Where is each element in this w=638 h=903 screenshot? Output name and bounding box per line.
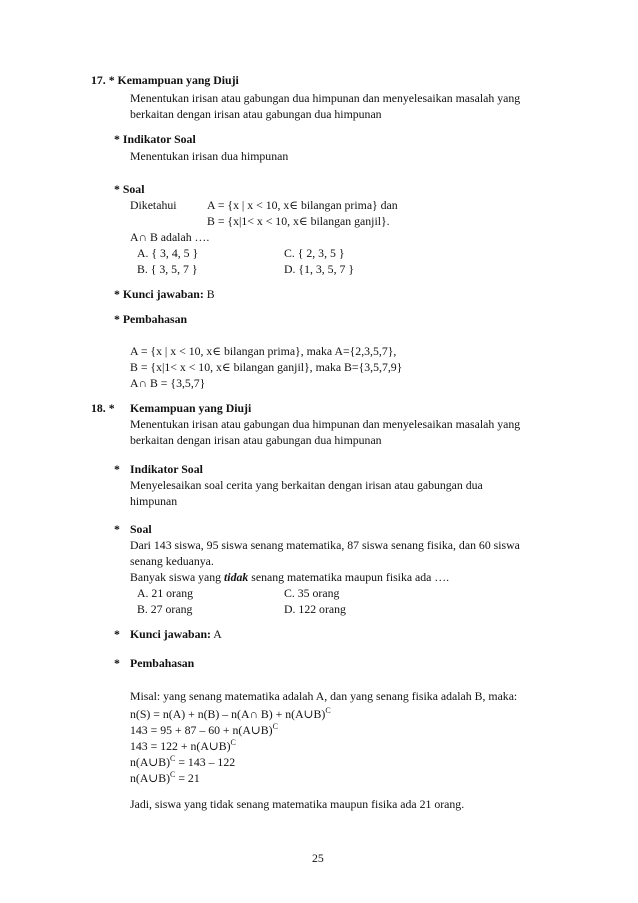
q18-emphasis-tidak: tidak [224, 570, 249, 584]
q18-option-c: C. 35 orang [284, 586, 340, 600]
q18-kunci-label: Kunci jawaban: [130, 627, 211, 641]
q18-indikator-bullet: * [114, 462, 120, 476]
q18-kemampuan-line1: Menentukan irisan atau gabungan dua himpunan dan menyelesaikan masalah yang [130, 417, 521, 431]
q18-soal-bullet: * [114, 522, 120, 536]
q18-misal: Misal: yang senang matematika adalah A, dan yang senang fisika adalah B, maka: [130, 689, 518, 703]
q18-equation1: n(S) = n(A) + n(B) – n(A∩ B) + n(A∪B)$^C$ [130, 706, 331, 721]
q18-option-b: B. 27 orang [137, 602, 193, 616]
q17-number: 17. [91, 73, 106, 87]
q17-kemampuan-label: * Kemampuan yang Diuji [108, 73, 239, 87]
q18-option-d: D. 122 orang [284, 602, 346, 616]
q17-soal-label: * Soal [114, 182, 145, 196]
q17-option-d: D. {1, 3, 5, 7 } [284, 262, 354, 276]
q18-kunci [130, 626, 222, 642]
q17-set-a: A = {x | x < 10, x∈ bilangan prima} dan [207, 198, 398, 212]
q18-pembahasan-bullet: * [114, 656, 120, 670]
q18-pembahasan-label: Pembahasan [130, 656, 195, 670]
q18-indikator-line1: Menyelesaikan soal cerita yang berkaitan dengan irisan atau gabungan dua [130, 478, 483, 492]
q18-soal-line2: senang keduanya. [130, 554, 214, 568]
q17-pembahasan-line3: A∩ B = {3,5,7} [130, 376, 206, 390]
q17-kemampuan-line2: berkaitan dengan irisan atau gabungan dua himpunan [130, 107, 382, 121]
q18-indikator-label: Indikator Soal [130, 462, 203, 476]
q18-soal-label: Soal [130, 522, 152, 536]
q18-number: 18. * [91, 401, 115, 415]
q18-indikator-line2: himpunan [130, 494, 178, 508]
q18-equation2: 143 = 95 + 87 – 60 + n(A∪B)$^C$ [130, 722, 278, 737]
q17-diketahui: Diketahui [130, 198, 177, 212]
q17-pembahasan-label: * Pembahasan [114, 312, 188, 326]
q17-kunci-value: B [203, 287, 215, 301]
q18-kunci-bullet: * [114, 627, 120, 641]
q17-kunci [114, 286, 215, 302]
q17-kunci-label: * Kunci jawaban: [114, 287, 204, 301]
q18-equation4: n(A∪B)$^C$ = 143 – 122 [130, 754, 236, 769]
q18-soal-line3: Banyak siswa yang tidak senang matematika maupun fisika ada …. [130, 570, 450, 584]
q17-pembahasan-line2: B = {x|1< x < 10, x∈ bilangan ganjil}, maka B={3,5,7,9} [130, 360, 403, 374]
q18-kunci-value: A [210, 627, 222, 641]
q18-kemampuan-label: Kemampuan yang Diuji [130, 401, 252, 415]
q17-pembahasan-line1: A = {x | x < 10, x∈ bilangan prima}, maka A={2,3,5,7}, [130, 344, 397, 358]
q17-option-b: B. { 3, 5, 7 } [137, 262, 198, 276]
q18-equation5: n(A∪B)$^C$ = 21 [130, 770, 200, 785]
q17-question: A∩ B adalah …. [130, 230, 210, 244]
q18-kemampuan-line2: berkaitan dengan irisan atau gabungan dua himpunan [130, 433, 382, 447]
q17-heading [91, 72, 239, 88]
q18-equation3: 143 = 122 + n(A∪B)$^C$ [130, 738, 236, 753]
q17-set-b: B = {x|1< x < 10, x∈ bilangan ganjil}. [207, 214, 390, 228]
q18-soal-line1: Dari 143 siswa, 95 siswa senang matematika, 87 siswa senang fisika, dan 60 siswa [130, 538, 520, 552]
q17-indikator-text: Menentukan irisan dua himpunan [130, 149, 289, 163]
q18-option-a: A. 21 orang [137, 586, 194, 600]
q18-conclusion: Jadi, siswa yang tidak senang matematika maupun fisika ada 21 orang. [130, 797, 465, 811]
q17-indikator-label: * Indikator Soal [114, 132, 196, 146]
q17-option-c: C. { 2, 3, 5 } [284, 246, 345, 260]
q17-kemampuan-line1: Menentukan irisan atau gabungan dua himpunan dan menyelesaikan masalah yang [130, 91, 521, 105]
q17-option-a: A. { 3, 4, 5 } [137, 246, 199, 260]
page-number: 25 [312, 851, 324, 865]
